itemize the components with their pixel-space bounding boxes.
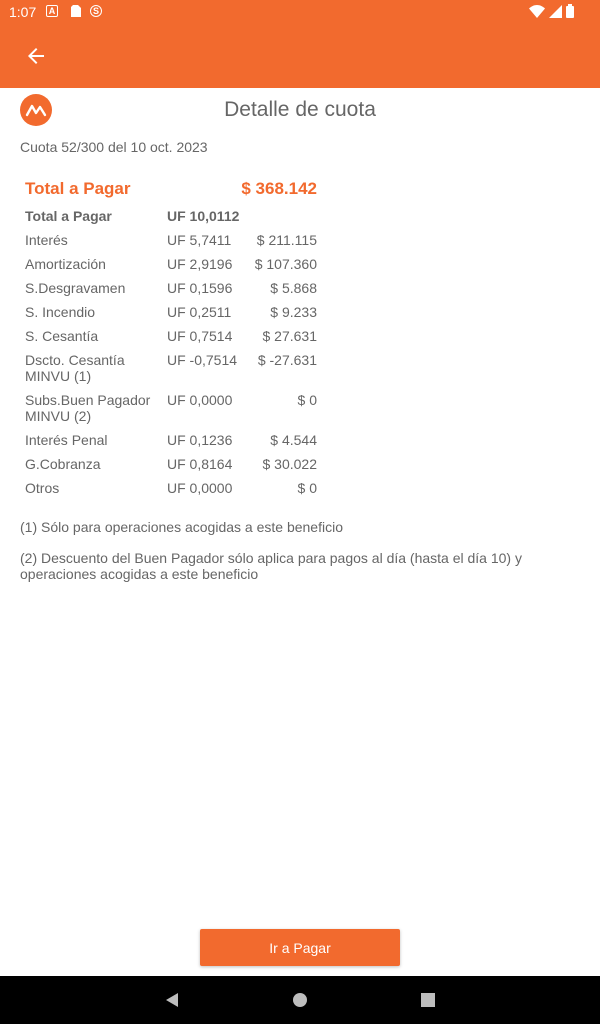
back-button[interactable] [18,38,54,74]
cell-signal-icon [549,5,562,18]
row-amount: $ 9.233 [270,304,317,320]
wifi-icon [529,5,545,18]
row-amount: $ -27.631 [257,352,317,368]
total-value: $ 368.142 [241,179,317,198]
page-title: Detalle de cuota [224,98,376,121]
system-nav-bar [0,976,600,1024]
row-label: S. Cesantía [25,328,99,344]
row-label: Total a Pagar [25,208,112,224]
app-bar [0,24,600,88]
status-time: 1:07 [9,4,37,20]
arrow-left-icon [27,47,45,65]
row-amount: $ 0 [297,392,317,408]
footnote-2: (2) Descuento del Buen Pagador sólo aplica para pagos al día (hasta el día 10) y operaciones acogidas a este beneficio [20,550,522,582]
nav-recents-button[interactable] [416,988,440,1012]
notification-s-icon: S [90,5,102,17]
pay-button[interactable]: Ir a Pagar [200,929,400,966]
row-label: Amortización [25,256,106,272]
row-uf: UF 2,9196 [167,256,233,272]
notification-a-icon: A [46,5,58,17]
row-label: Otros [25,480,60,496]
nav-home-button[interactable] [288,988,312,1012]
row-amount: $ 107.360 [254,256,317,272]
row-uf: UF 0,1236 [167,432,233,448]
row-uf: UF 0,8164 [167,456,233,472]
row-amount: $ 5.868 [270,280,317,296]
nav-back-icon [164,992,180,1008]
row-label: Interés Penal [25,432,108,448]
row-amount: $ 30.022 [262,456,317,472]
row-amount: $ 0 [297,480,317,496]
nav-recents-icon [420,992,436,1008]
footnote-1: (1) Sólo para operaciones acogidas a este beneficio [20,519,343,535]
status-right-icons [529,4,574,18]
row-label: Dscto. Cesantía MINVU (1) [25,352,125,384]
row-uf: UF 0,1596 [167,280,233,296]
row-amount: $ 4.544 [270,432,317,448]
battery-icon [566,4,574,18]
row-uf: UF 5,7411 [167,232,232,248]
status-bar [0,0,600,24]
row-amount: $ 27.631 [262,328,317,344]
installment-subtitle: Cuota 52/300 del 10 oct. 2023 [20,139,208,155]
total-row [25,179,317,201]
row-uf: UF 10,0112 [167,208,240,224]
row-uf: UF 0,7514 [167,328,233,344]
sim-card-icon [70,5,82,17]
total-label: Total a Pagar [25,179,131,198]
row-label: Interés [25,232,68,248]
row-uf: UF 0,2511 [167,304,232,320]
row-label: S. Incendio [25,304,96,320]
row-label: S.Desgravamen [25,280,126,296]
row-uf: UF -0,7514 [167,352,238,368]
row-label: G.Cobranza [25,456,101,472]
row-amount: $ 211.115 [256,232,317,248]
nav-home-icon [292,992,308,1008]
row-uf: UF 0,0000 [167,480,233,496]
row-label: Subs.Buen Pagador MINVU (2) [25,392,151,424]
row-uf: UF 0,0000 [167,392,233,408]
nav-back-button[interactable] [160,988,184,1012]
